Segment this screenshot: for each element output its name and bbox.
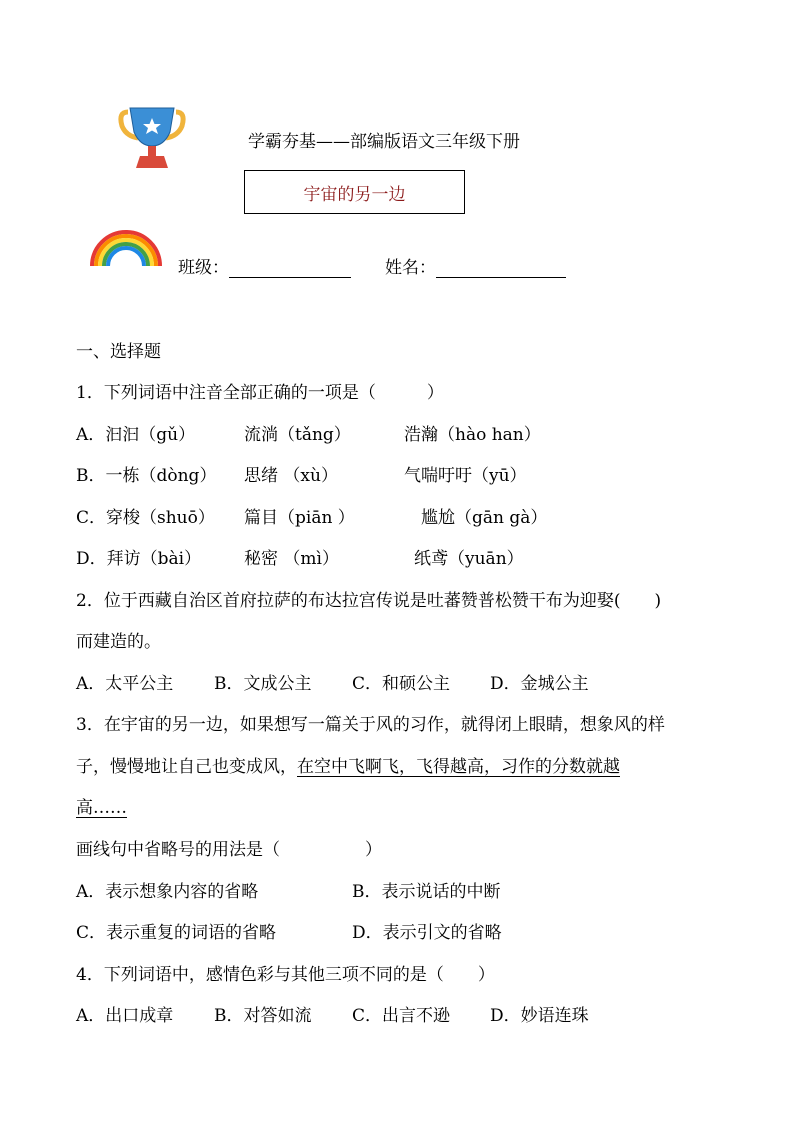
q4-option-c: C．出言不逊: [352, 1006, 451, 1026]
q3-underlined-sentence: 在空中飞啊飞，飞得越高，习作的分数就越: [297, 757, 620, 777]
q1-option-b: B．一栋（dòng）: [76, 466, 217, 486]
q3-option-b: B．表示说话的中断: [352, 882, 501, 902]
q4-option-a: A．出口成章: [76, 1006, 174, 1026]
q3-underlined-sentence-end: 高……: [76, 798, 127, 818]
lesson-title-box: 宇宙的另一边: [244, 170, 465, 214]
q3-stem-line2: [76, 752, 620, 777]
q2-option-a: A．太平公主: [76, 674, 174, 694]
q4-option-d: D．妙语连珠: [490, 1006, 589, 1026]
q1-option-a-word3: 浩瀚（hào han）: [404, 425, 541, 445]
q1-option-c: C．穿梭（shuō）: [76, 508, 215, 528]
class-blank[interactable]: [229, 259, 351, 278]
q3-option-c: C．表示重复的词语的省略: [76, 923, 277, 943]
q3-stem-line1: 3．在宇宙的另一边，如果想写一篇关于风的习作，就得闭上眼睛，想象风的样: [76, 715, 665, 735]
name-field: [385, 253, 566, 278]
class-field: [178, 253, 351, 278]
q1-stem: 1．下列词语中注音全部正确的一项是（ ）: [76, 383, 444, 403]
q1-option-d-word3: 纸鸢（yuān）: [414, 549, 524, 569]
class-label: 班级：: [178, 258, 229, 278]
q1-option-c-word2: 篇目（piān ）: [244, 508, 355, 528]
q3-stem-plain: 子，慢慢地让自己也变成风，: [76, 757, 297, 777]
q3-prompt: 画线句中省略号的用法是（ ）: [76, 840, 382, 860]
page-title: 学霸夯基——部编版语文三年级下册: [248, 132, 520, 152]
name-blank[interactable]: [436, 259, 566, 278]
q1-option-d-word2: 秘密 （mì）: [244, 549, 339, 569]
q2-stem-line1: 2．位于西藏自治区首府拉萨的布达拉宫传说是吐蕃赞普松赞干布为迎娶( ): [76, 591, 662, 611]
q1-option-c-word3: 尴尬（gān gà）: [421, 508, 548, 528]
q1-option-b-word3: 气喘吁吁（yū）: [404, 466, 527, 486]
q2-stem-line2: 而建造的。: [76, 632, 161, 652]
section-heading: 一、选择题: [76, 342, 161, 362]
q1-option-a: A．汩汩（gǔ）: [76, 425, 196, 445]
q1-option-b-word2: 思绪 （xù）: [244, 466, 338, 486]
q2-option-d: D．金城公主: [490, 674, 589, 694]
q4-option-b: B．对答如流: [214, 1006, 312, 1026]
rainbow-icon: [88, 226, 164, 268]
q2-option-c: C．和硕公主: [352, 674, 451, 694]
q1-option-d: D．拜访（bài）: [76, 549, 202, 569]
q3-option-a: A．表示想象内容的省略: [76, 882, 259, 902]
name-label: 姓名：: [385, 258, 436, 278]
q1-option-a-word2: 流淌（tǎng）: [244, 425, 351, 445]
q4-stem: 4．下列词语中，感情色彩与其他三项不同的是（ ）: [76, 965, 495, 985]
trophy-icon: [118, 106, 186, 170]
q3-option-d: D．表示引文的省略: [352, 923, 502, 943]
q2-option-b: B．文成公主: [214, 674, 312, 694]
